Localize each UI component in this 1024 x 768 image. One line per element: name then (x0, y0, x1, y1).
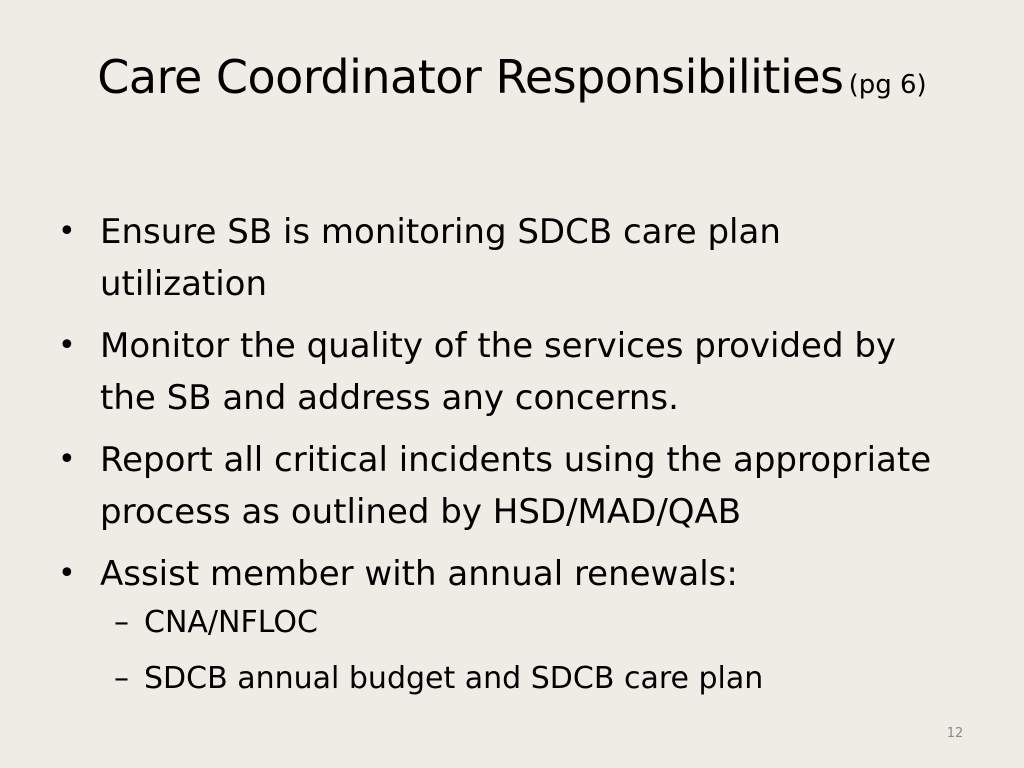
bullet-icon: • (58, 442, 76, 477)
bullet-item (58, 206, 958, 310)
bullet-icon: • (58, 214, 76, 249)
bullet-item (58, 434, 958, 538)
sub-bullet-text: CNA/NFLOC (144, 605, 318, 640)
dash-icon: – (114, 605, 129, 640)
bullet-icon: • (58, 328, 76, 363)
title-page-reference: (pg 6) (848, 70, 927, 100)
bullet-text: Report all critical incidents using the appropriate process as outlined by HSD/MAD/QAB (100, 440, 932, 532)
bullet-list (58, 206, 958, 712)
sub-bullet-item (100, 600, 958, 646)
sub-bullet-item (100, 656, 958, 702)
sub-bullet-text: SDCB annual budget and SDCB care plan (144, 661, 764, 696)
bullet-text: Monitor the quality of the services provided by the SB and address any concerns. (100, 326, 897, 418)
bullet-icon: • (58, 556, 76, 591)
bullet-item (58, 320, 958, 424)
page-number: 12 (946, 726, 964, 741)
slide-title (40, 48, 984, 117)
dash-icon: – (114, 661, 129, 696)
bullet-item (58, 548, 958, 702)
bullet-text: Assist member with annual renewals: (100, 554, 738, 594)
sub-bullet-list (100, 600, 958, 702)
bullet-text: Ensure SB is monitoring SDCB care plan utilization (100, 212, 781, 304)
title-text: Care Coordinator Responsibilities (97, 50, 844, 104)
